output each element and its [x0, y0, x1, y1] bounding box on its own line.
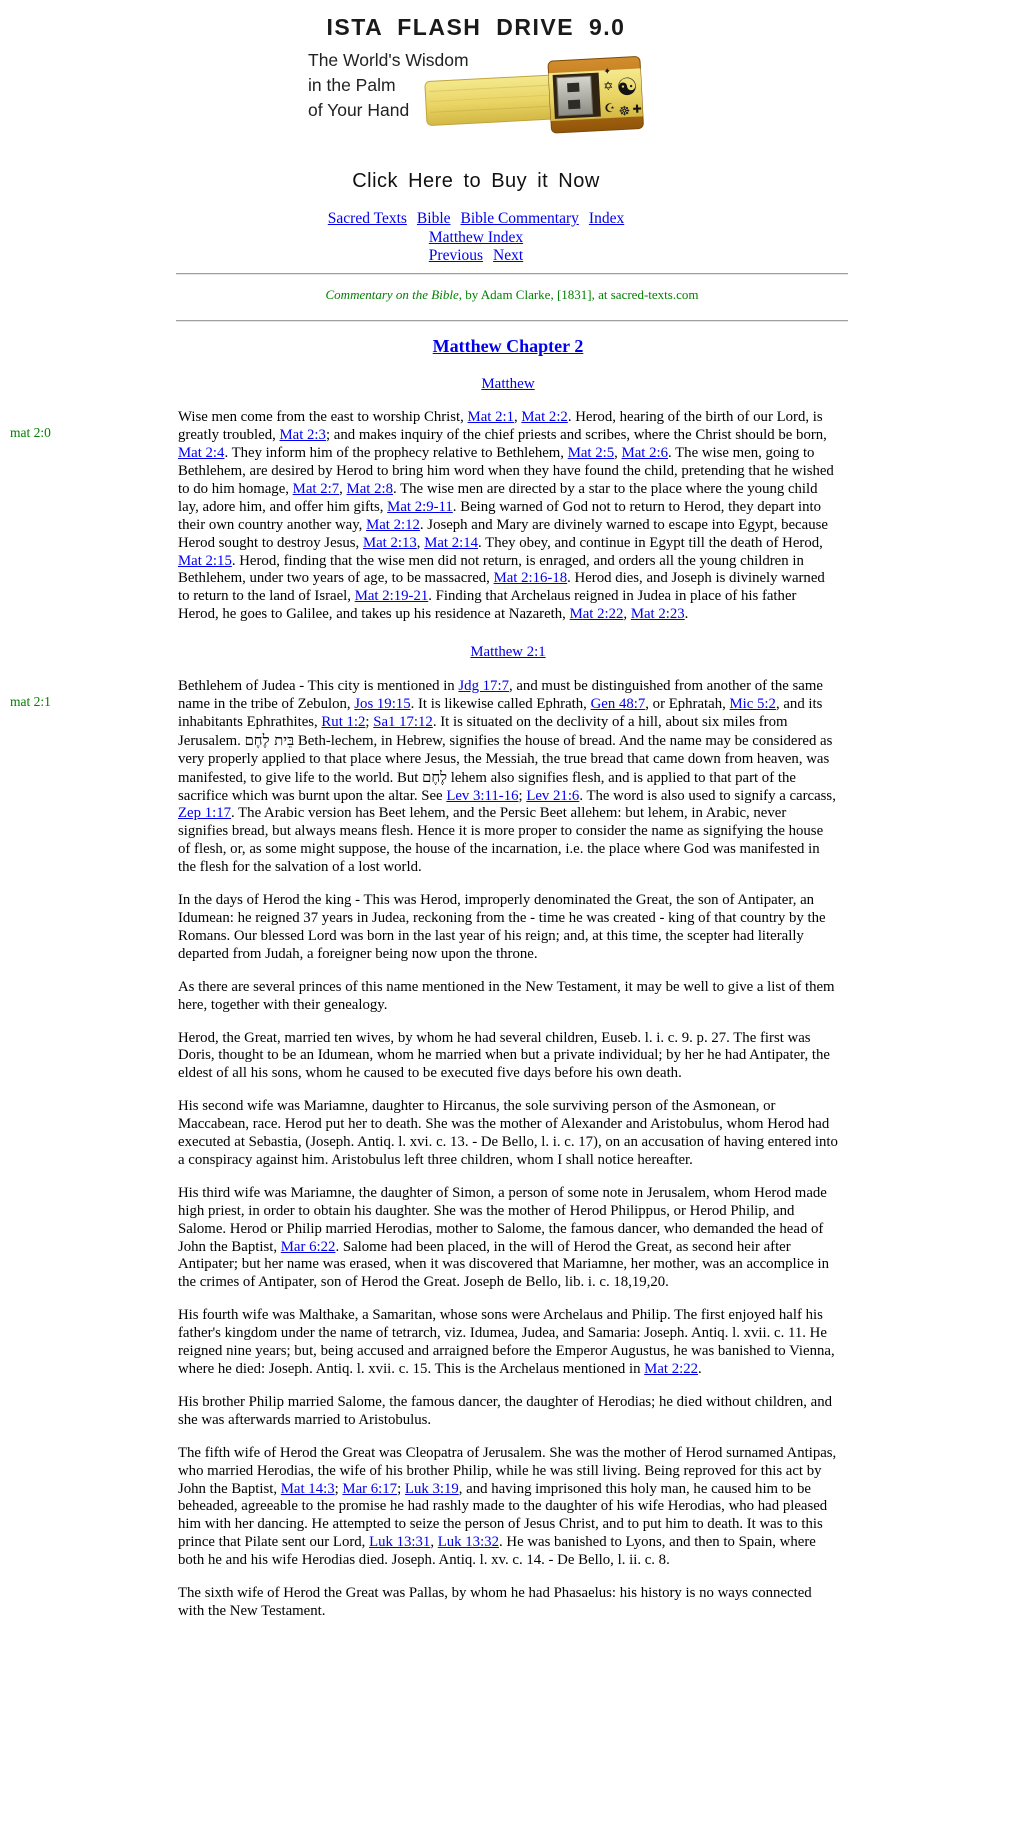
- svg-text:✚: ✚: [632, 102, 643, 116]
- bible-ref-link[interactable]: Lev 3:11-16: [446, 787, 519, 804]
- verse-block: [178, 1445, 838, 1570]
- chapter-title-link[interactable]: Matthew Chapter 2: [432, 335, 584, 356]
- nav-link-next[interactable]: Next: [493, 247, 524, 264]
- verse-block: [178, 979, 838, 1015]
- svg-text:✡: ✡: [602, 78, 614, 94]
- attribution-rest: , by Adam Clarke, [1831], at sacred-texts.com: [458, 286, 699, 302]
- bible-ref-link[interactable]: Mat 2:2: [521, 409, 568, 426]
- ad-cta-text: Click Here to Buy it Now: [352, 170, 600, 192]
- nav-link-index[interactable]: Index: [588, 210, 625, 227]
- divider: [176, 320, 848, 322]
- hebrew-text: בֵּית לֶחֶם: [244, 731, 295, 749]
- ad-tagline-line: The World's Wisdom: [308, 50, 469, 70]
- nav-link-sacred-texts[interactable]: Sacred Texts: [327, 210, 407, 227]
- verse-block: [178, 1030, 838, 1084]
- svg-text:✦: ✦: [603, 66, 612, 78]
- verse-block: [178, 892, 838, 964]
- nav-row-1: [140, 210, 812, 229]
- site-nav: [140, 210, 812, 266]
- page: [0, 8, 1024, 1828]
- ad-tagline-line: of Your Hand: [308, 100, 410, 120]
- bible-ref-link[interactable]: Mat 2:23: [630, 606, 685, 623]
- commentary-paragraph: As there are several princes of this name mentioned in the New Testament, it may be well to give a list of them here, together with their genealogy.: [178, 978, 835, 1013]
- nav-row-3: [140, 247, 812, 266]
- bible-ref-link[interactable]: Mar 6:17: [342, 1480, 398, 1497]
- bible-ref-link[interactable]: Mat 2:1: [467, 409, 514, 426]
- bible-ref-link[interactable]: Rut 1:2: [321, 713, 366, 730]
- svg-text:☯: ☯: [615, 72, 639, 102]
- chapter-title: [178, 335, 838, 356]
- bible-ref-link[interactable]: Mat 2:7: [292, 480, 340, 497]
- commentary-paragraph: His second wife was Mariamne, daughter to Hircanus, the sole surviving person of the Asmonean, or Maccabean, race. Herod put her to death. She was the mother of Alexander and Aristobulus, whom Herod had executed at Sebastia, (Joseph. Antiq. l. xvi. c. 13. - De Bello, l. i. c. 17), on an accusation of having entered into a conspiracy against him. Aristobulus left three children, whom I shall notice hereafter.: [178, 1098, 838, 1168]
- nav-link-matthew-index[interactable]: Matthew Index: [428, 228, 524, 246]
- bible-ref-link[interactable]: Jdg 17:7: [458, 678, 509, 695]
- bible-ref-link[interactable]: Mat 2:16-18: [493, 570, 568, 587]
- commentary-content: [10, 335, 838, 1621]
- commentary-paragraph: In the days of Herod the king - This was Herod, improperly denominated the Great, the son of Antipater, an Idumean: he reigned 37 years in Judea, reckoning from the - time he was created - king of that country by the Romans. Our blessed Lord was born in the last year of his reign; and, at this time, the scepter had literally departed from Judah, a foreigner being now upon the throne.: [178, 892, 826, 962]
- bible-ref-link[interactable]: Mat 14:3: [280, 1480, 335, 1497]
- commentary-paragraph: The sixth wife of Herod the Great was Pallas, by whom he had Phasaelus: his history is no ways connected with the New Testament.: [178, 1585, 812, 1619]
- nav-link-bible[interactable]: Bible: [416, 210, 451, 227]
- bible-ref-link[interactable]: Sa1 17:12: [373, 713, 433, 730]
- flash-drive-image: [424, 50, 644, 154]
- commentary-paragraph: The fifth wife of Herod the Great was Cleopatra of Jerusalem. She was the mother of Herod surnamed Antipas, who married Herodias, the wife of his brother Philip, while he was still living. Being reproved for this act by John the Baptist, Mat 14:3; Mar 6:17; Luk 3:19, and having imprisoned this holy man, he caused him to be beheaded, agreeable to the promise he had rashly made to the daughter of his wife Herodias, who had pleased him with her dancing. He attempted to seize the person of Jesus Christ, and to put him to death. It was to this prince that Pilate sent our Lord, Luk 13:31, Luk 13:32. He was banished to Lyons, and then to Spain, where both he and his wife Herodias died. Joseph. Antiq. l. xv. c. 14. - De Bello, l. ii. c. 8.: [178, 1444, 837, 1569]
- attribution-work-title: Commentary on the Bible: [325, 286, 459, 302]
- verse-block: [178, 1585, 838, 1621]
- bible-ref-link[interactable]: Mat 2:4: [178, 445, 225, 462]
- verse-block: [178, 1307, 838, 1379]
- bible-ref-link[interactable]: Gen 48:7: [590, 696, 646, 712]
- drive-slider: [425, 75, 563, 126]
- bible-ref-link[interactable]: Mat 2:5: [567, 445, 615, 462]
- flash-drive-ad-link[interactable]: [306, 8, 646, 198]
- bible-ref-link[interactable]: Mat 2:8: [346, 480, 393, 497]
- bible-ref-link[interactable]: Luk 3:19: [404, 1480, 459, 1497]
- bible-ref-link[interactable]: Lev 21:6: [526, 787, 580, 804]
- nav-link-previous[interactable]: Previous: [428, 247, 484, 264]
- bible-ref-link[interactable]: Mat 2:3: [279, 427, 326, 444]
- attribution-line: [176, 287, 848, 303]
- nav-row-2: [140, 229, 812, 248]
- bible-ref-link[interactable]: Mat 2:9-11: [387, 498, 453, 515]
- commentary-paragraph: Bethlehem of Judea - This city is mentioned in Jdg 17:7, and must be distinguished from another of the same name in the tribe of Zebulon, Jos 19:15. It is likewise called Ephrath, Gen 48:7, or Ephratah, Mic 5:2, and its inhabitants Ephrathites, Rut 1:2; Sa1 17:12. It is situated on the declivity of a hill, about six miles from Jerusalem. בֵּית לֶחֶם Beth-lechem, in Hebrew, signifies the house of bread. And the name may be considered as very properly applied to that place where Jesus, the Messiah, the true bread that came down from heaven, was manifested, to give life to the world. But לֶחֶם lehem also signifies flesh, and is applied to that part of the sacrifice which was burnt upon the altar. See Lev 3:11-16; Lev 21:6. The word is also used to signify a carcass, Zep 1:17. The Arabic version has Beet lehem, and the Persic Beet allehem: but lehem, in Arabic, never signifies bread, but always means flesh. Hence it is more proper to consider the name as signifying the house of flesh, or, as some might suppose, the house of the incarnation, i.e. the place where God was manifested in the flesh for the salvation of a lost world.: [178, 678, 836, 876]
- ad-tagline-line: in the Palm: [308, 75, 396, 95]
- verse-block: [178, 1098, 838, 1170]
- verse-heading: [178, 644, 838, 662]
- bible-ref-link[interactable]: Mat 2:14: [424, 534, 479, 551]
- commentary-paragraph: His fourth wife was Malthake, a Samaritan, whose sons were Archelaus and Philip. The first enjoyed half his father's kingdom under the name of tetrarch, viz. Idumea, Judea, and Samaria: Joseph. Antiq. l. xvii. c. 11. He reigned nine years; but, being accused and arraigned before the Emperor Augustus, he was banished to Vienna, where he died: Joseph. Antiq. l. xvii. c. 15. This is the Archelaus mentioned in Mat 2:22.: [178, 1307, 835, 1377]
- usb-connector: [557, 76, 593, 116]
- verse-blocks: [10, 409, 838, 1621]
- bible-ref-link[interactable]: Mat 2:15: [178, 552, 232, 569]
- verse-block: [10, 409, 838, 624]
- bible-ref-link[interactable]: Jos 19:15: [354, 696, 411, 712]
- bible-ref-link[interactable]: Mat 2:22: [569, 606, 624, 623]
- bible-ref-link[interactable]: Mar 6:22: [280, 1238, 336, 1255]
- verse-anchor: mat 2:0: [10, 425, 51, 441]
- commentary-paragraph: Wise men come from the east to worship Christ, Mat 2:1, Mat 2:2. Herod, hearing of the birth of our Lord, is greatly troubled, Mat 2:3; and makes inquiry of the chief priests and scribes, where the Christ should be born, Mat 2:4. They inform him of the prophecy relative to Bethlehem, Mat 2:5, Mat 2:6. The wise men, going to Bethlehem, are desired by Herod to bring him word when they have found the child, pretending that he wished to do him homage, Mat 2:7, Mat 2:8. The wise men are directed by a star to the place where the young child lay, adore him, and offer him gifts, Mat 2:9-11. Being warned of God not to return to Herod, they depart into their own country another way, Mat 2:12. Joseph and Mary are divinely warned to escape into Egypt, because Herod sought to destroy Jesus, Mat 2:13, Mat 2:14. They obey, and continue in Egypt till the death of Herod, Mat 2:15. Herod, finding that the wise men did not return, is enraged, and orders all the young children in Bethlehem, under two years of age, to be massacred, Mat 2:16-18. Herod dies, and Joseph is divinely warned to return to the land of Israel, Mat 2:19-21. Finding that Archelaus reigned in Judea in place of his father Herod, he goes to Galilee, and takes up his residence at Nazareth, Mat 2:22, Mat 2:23.: [178, 409, 834, 623]
- svg-text:☪: ☪: [604, 100, 616, 116]
- verse-anchor: mat 2:1: [10, 694, 51, 710]
- verse-block: [178, 1394, 838, 1430]
- commentary-paragraph: His third wife was Mariamne, the daughter of Simon, a person of some note in Jerusalem, whom Herod made high priest, in order to obtain his daughter. She was the mother of Herod Philippus, or Herod Philip, and Salome. Herod or Philip married Herodias, mother to Salome, the famous dancer, who demanded the head of John the Baptist, Mar 6:22. Salome had been placed, in the will of Herod the Great, as second heir after Antipater; but her name was erased, when it was discovered that Mariamne, her mother, was an accomplice in the crimes of Antipater, son of Herod the Great. Joseph de Bello, lib. i. c. 18,19,20.: [178, 1184, 830, 1291]
- verse-block: [10, 678, 838, 877]
- commentary-paragraph: His brother Philip married Salome, the famous dancer, the daughter of Herodias; he died without children, and she was afterwards married to Aristobulus.: [178, 1393, 832, 1428]
- nav-link-bible-commentary[interactable]: Bible Commentary: [460, 210, 579, 227]
- divider: [176, 273, 848, 275]
- hebrew-text: לֶחֶם: [422, 768, 448, 786]
- verse-heading-link[interactable]: Matthew 2:1: [470, 644, 546, 661]
- page-header: [140, 8, 812, 266]
- bible-ref-link[interactable]: Luk 13:31: [369, 1534, 431, 1551]
- book-link-row: [178, 376, 838, 394]
- commentary-paragraph: Herod, the Great, married ten wives, by whom he had several children, Euseb. l. i. c. 9. p. 27. The first was Doris, thought to be an Idumean, whom he married when but a private individual; by her he had Antipater, the eldest of all his sons, whom he caused to be executed five days before his own death.: [178, 1029, 830, 1082]
- bible-ref-link[interactable]: Luk 13:32: [437, 1534, 499, 1551]
- bible-ref-link[interactable]: Mic 5:2: [729, 696, 776, 712]
- bible-ref-link[interactable]: Mat 2:13: [362, 534, 417, 551]
- bible-ref-link[interactable]: Mat 2:12: [366, 516, 420, 533]
- bible-ref-link[interactable]: Mat 2:6: [621, 445, 669, 462]
- svg-text:☸: ☸: [618, 103, 631, 120]
- bible-ref-link[interactable]: Mat 2:19-21: [354, 588, 429, 605]
- bible-ref-link[interactable]: Mat 2:22: [644, 1361, 699, 1377]
- religious-symbols-icon: [602, 65, 642, 120]
- bible-ref-link[interactable]: Zep 1:17: [178, 805, 232, 822]
- book-link[interactable]: Matthew: [481, 376, 535, 393]
- verse-block: [178, 1185, 838, 1292]
- ad-title: ISTA FLASH DRIVE 9.0: [326, 14, 626, 40]
